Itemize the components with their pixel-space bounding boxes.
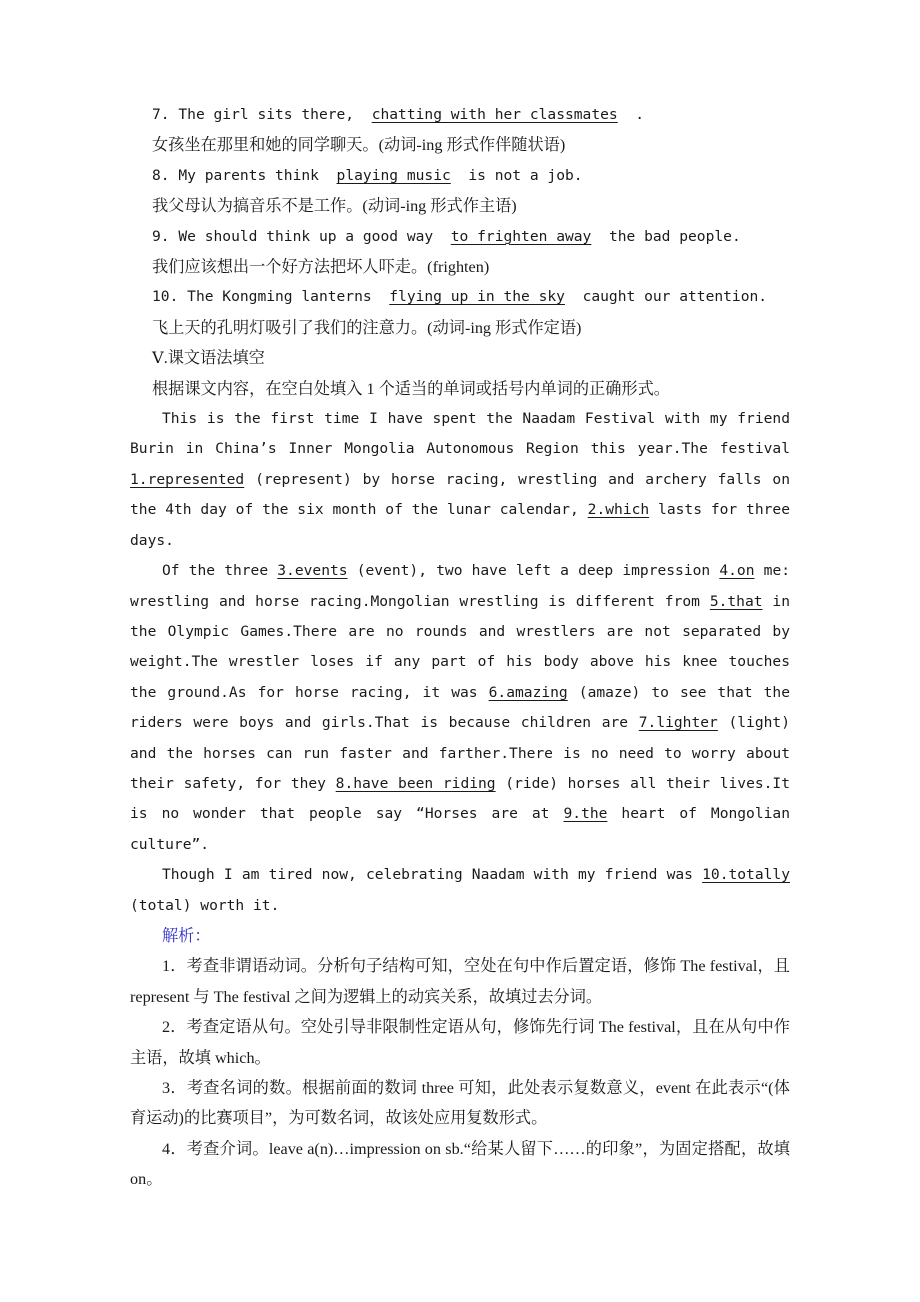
passage-text: (represent) by horse racing, wrestling and archery falls on the 4th day of the six month of the lunar calendar, [130,470,790,519]
exercise-item-10 [130,282,790,312]
passage-answer-blank-3: 3.events [277,562,348,580]
passage-answer-blank-5: 5.that [709,592,763,610]
exercise-translation-10: 飞上天的孔明灯吸引了我们的注意力。(动词-ing 形式作定语) [152,318,582,337]
exercise-item-7 [130,100,790,130]
analysis-item-3: 3．考查名词的数。根据前面的数词 three 可知，此处表示复数意义，event 在此表示“(体育运动)的比赛项目”，为可数名词，故该处应用复数形式。 [130,1079,790,1128]
passage-answer-blank-10: 10.totally [702,866,790,884]
passage-answer-blank-4: 4.on [719,562,755,580]
exercise-translation-8: 我父母认为搞音乐不是工作。(动词-ing 形式作主语) [152,197,517,216]
exercise-number: 7. [152,106,170,123]
passage-text: in the Olympic Games.There are no rounds and wrestlers are not separated by weight.The wrestler loses if any part of his body above his knee touches the ground.As for horse racing, it was [130,592,790,701]
analysis-item-1: 1．考查非谓语动词。分析句子结构可知，空处在句中作后置定语，修饰 The festival，且 represent 与 The festival 之间为逻辑上的动宾关系，故填过去分词。 [130,957,790,1006]
passage-paragraph-2 [130,556,790,860]
section-title-text: .课文语法填空 [163,349,265,368]
passage-text: me: wrestling and horse racing.Mongolian wrestling is different from [130,562,791,610]
analysis-heading: 解析： [162,926,211,945]
analysis-item-2: 2．考查定语从句。空处引导非限制性定语从句，修饰先行词 The festival，且在从句中作主语，故填 which。 [130,1018,790,1067]
exercise-answer-blank: to frighten away [450,227,592,245]
exercise-number: 10. [152,288,179,306]
passage-paragraph-1 [130,404,790,556]
passage-text: heart of Mongolian culture”. [130,805,790,853]
passage-answer-blank-7: 7.lighter [638,714,718,732]
section-instruction: 根据课文内容，在空白处填入 1 个适当的单词或括号内单词的正确形式。 [152,379,670,398]
passage-paragraph-3 [130,860,790,921]
passage-text: (ride) horses all their lives.It is no wonder that people say “Horses are at [130,774,790,823]
exercise-text-after: caught our attention. [582,288,768,306]
exercise-answer-blank: chatting with her classmates [371,106,618,123]
exercise-text-before: The Kongming lanterns [187,288,372,306]
section-heading [130,343,790,373]
exercise-text-before: We should think up a good way [178,227,434,245]
exercise-translation-9: 我们应该想出一个好方法把坏人吓走。(frighten) [152,258,490,277]
passage-text: Inner Mongolia Autonomous Region this year.The festival [288,440,790,458]
exercise-number: 8. [152,166,170,184]
passage-answer-blank-8: 8.have been riding [335,774,496,792]
passage-text: This is the first time I have spent the Naadam Festival with my friend Burin in China’s [130,410,790,458]
passage-text: (amaze) to see that the riders were boys and girls.That is because children are [130,683,790,732]
exercise-answer-blank: flying up in the sky [389,288,565,306]
exercise-number: 9. [152,227,170,245]
passage-text: Though I am tired now, celebrating Naadam with my friend was [162,866,693,884]
exercise-text-before: My parents think [178,166,319,184]
passage-text: (total) worth it. [130,896,280,914]
passage-answer-blank-2: 2.which [587,501,650,519]
exercise-item-8 [130,161,790,191]
passage-text: lasts for three days. [130,501,790,549]
exercise-text-after: is not a job. [468,166,583,184]
analysis-item-4: 4．考查介词。leave a(n)…impression on sb.“给某人留下……的印象”，为固定搭配，故填 on。 [130,1139,790,1189]
exercise-item-9 [130,222,790,252]
passage-text: (light) and the horses can run faster and farther.There is no need to worry about their safety, for they [130,714,790,792]
exercise-translation-7: 女孩坐在那里和她的同学聊天。(动词-ing 形式作伴随状语) [152,136,566,155]
exercise-text-after: . [635,106,645,123]
passage-answer-blank-1: 1.represented [130,470,245,488]
exercise-text-before: The girl sits there, [178,106,355,123]
passage-text: Of the three [162,562,269,580]
exercise-text-after: the bad people. [608,227,741,245]
section-roman-numeral: Ⅴ [152,349,164,368]
passage-answer-blank-9: 9.the [563,805,608,823]
exercise-answer-blank: playing music [336,166,451,184]
passage-answer-blank-6: 6.amazing [488,683,568,701]
passage-text: (event), two have left a deep impression [356,562,711,580]
